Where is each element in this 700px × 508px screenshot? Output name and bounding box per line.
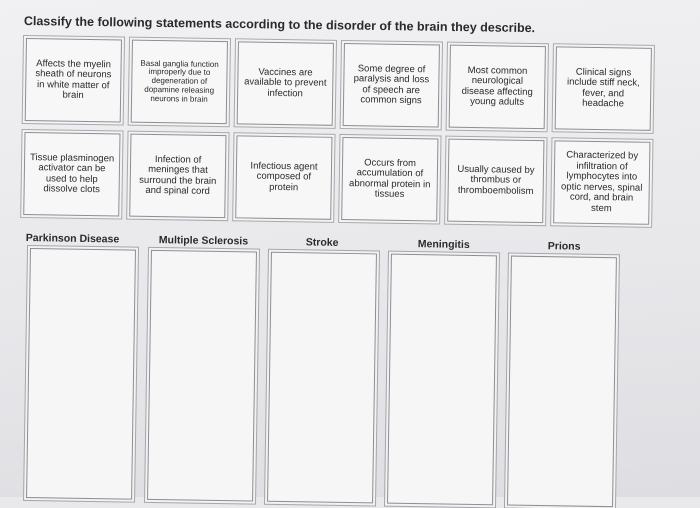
statement-card-text: Usually caused by thrombus or thromboembolism [457,163,535,197]
statement-card[interactable] [129,134,226,218]
drop-zone-stroke[interactable] [267,252,377,504]
drop-zone-parkinson-disease[interactable] [26,248,136,500]
statement-card[interactable] [449,45,546,129]
category-label-meningitis: Meningitis [417,238,470,251]
statement-card-text: Clinical signs include stiff neck, fever, and headache [566,66,640,110]
statement-card[interactable] [25,38,122,122]
drop-zone-prions[interactable] [507,256,617,508]
statement-card[interactable] [343,43,440,127]
statement-card[interactable] [235,135,332,219]
statement-card-text: Affects the myelin sheath of neurons in white matter of brain [35,57,112,101]
statement-card-text: Some degree of paralysis and loss of speech are common signs [353,62,430,107]
statement-card-text: Infectious agent composed of protein [250,160,318,194]
category-label-multiple-sclerosis: Multiple Sclerosis [158,234,249,248]
statement-card[interactable] [341,137,438,221]
drop-zones [26,248,670,508]
category-label-parkinson-disease: Parkinson Disease [25,231,120,246]
statement-card[interactable] [131,40,228,124]
statement-card[interactable] [23,132,120,216]
drop-zone-multiple-sclerosis[interactable] [147,250,257,502]
statement-card-text: Most common neurological disease affecting young adults [461,64,533,108]
category-label-stroke: Stroke [305,236,339,249]
statement-card-text: Vaccines are available to prevent infection [244,66,327,100]
statement-card[interactable] [237,41,334,125]
statement-card[interactable] [555,46,652,130]
statement-card-text: Characterized by infiltration of lymphocytes into optic nerves, spinal cord, and brain stem [560,149,643,214]
drop-zone-meningitis[interactable] [387,254,497,506]
category-label-prions: Prions [547,240,581,253]
statement-card-text: Infection of meninges that surround the brain and spinal cord [139,153,217,197]
statement-card-text: Tissue plasminogen activator can be used to help dissolve clots [29,151,115,196]
statement-card[interactable] [447,139,544,223]
statement-card-text: Occurs from accumulation of abnormal protein in tissues [349,156,431,200]
statement-card[interactable] [553,140,650,224]
statement-card-bank [23,38,666,238]
instructions-text: Classify the following statements according to the disorder of the brain they describe. [23,14,536,36]
statement-card-text: Basal ganglia function improperly due to degeneration of dopamine releasing neurons in brain [140,58,219,104]
